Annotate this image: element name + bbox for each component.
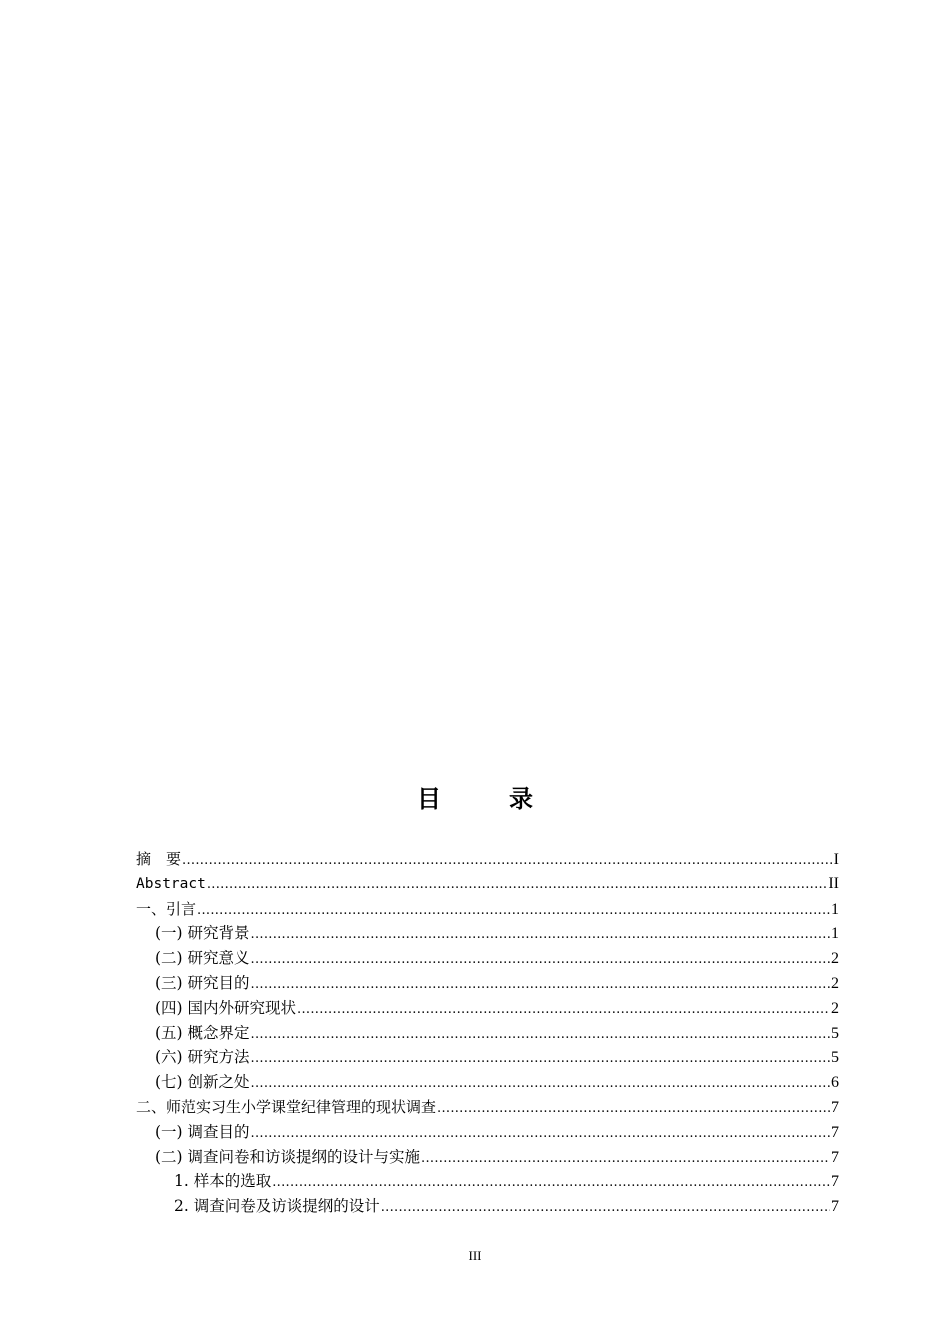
toc-leader-dots	[251, 973, 830, 998]
toc-entry[interactable]	[136, 1070, 839, 1095]
toc-entry[interactable]	[136, 971, 839, 996]
toc-entry-page: 2	[831, 950, 839, 968]
toc-leader-dots	[182, 849, 833, 874]
toc-entry-abstract-cn[interactable]	[136, 847, 839, 872]
toc-leader-dots	[297, 998, 830, 1023]
toc-entry[interactable]	[136, 946, 839, 971]
toc-entry-page: 7	[831, 1098, 839, 1116]
toc-entry-label: 一、引言	[136, 899, 197, 918]
toc-entry[interactable]	[136, 1120, 839, 1145]
toc-entry-page: 7	[831, 1173, 839, 1191]
toc-entry-label: (七) 创新之处	[155, 1073, 250, 1092]
toc-entry[interactable]	[136, 1021, 839, 1046]
toc-leader-dots	[251, 923, 830, 948]
toc-title: 目 录	[417, 785, 555, 813]
toc-entry-label: (四) 国内外研究现状	[155, 998, 297, 1017]
toc-entry-label: (二) 研究意义	[155, 949, 250, 968]
toc-entry-label: (五) 概念界定	[155, 1023, 250, 1042]
toc-entry-label: Abstract	[136, 875, 206, 892]
toc-entry-page: 6	[831, 1074, 839, 1092]
toc-leader-dots	[381, 1196, 830, 1221]
toc-entry-page: 2	[831, 999, 839, 1017]
toc-leader-dots	[421, 1147, 830, 1172]
toc-leader-dots	[251, 1072, 830, 1097]
toc-entry-page: 7	[831, 1123, 839, 1141]
toc-entry[interactable]	[136, 1169, 839, 1194]
toc-entry-page: 5	[831, 1024, 839, 1042]
toc-entry-introduction[interactable]	[136, 897, 839, 922]
toc-entry-page: 1	[831, 925, 839, 943]
toc-entry-page: 1	[831, 900, 839, 918]
toc-entry-label: (六) 研究方法	[155, 1048, 250, 1067]
toc-entry-label: (二) 调查问卷和访谈提纲的设计与实施	[155, 1147, 421, 1166]
toc-entry[interactable]	[136, 1194, 839, 1219]
table-of-contents	[136, 847, 839, 1219]
toc-entry[interactable]	[136, 996, 839, 1021]
toc-entry-page: 7	[831, 1198, 839, 1216]
toc-entry[interactable]	[136, 1045, 839, 1070]
toc-entry-label: 摘 要	[136, 850, 182, 868]
toc-entry-page: 2	[831, 974, 839, 992]
toc-entry-abstract-en[interactable]	[136, 872, 839, 897]
toc-entry-label: (一) 调查目的	[155, 1122, 250, 1141]
toc-leader-dots	[437, 1097, 830, 1122]
toc-leader-dots	[197, 899, 830, 924]
toc-entry-label: (一) 研究背景	[155, 924, 250, 943]
toc-leader-dots	[251, 1023, 830, 1048]
toc-entry-page: I	[833, 851, 839, 868]
toc-entry-label: 二、师范实习生小学课堂纪律管理的现状调查	[136, 1097, 437, 1116]
footer-page-number: III	[468, 1248, 482, 1263]
toc-entry-chapter-2[interactable]	[136, 1095, 839, 1120]
toc-entry-page: 7	[831, 1148, 839, 1166]
toc-entry-page: 5	[831, 1049, 839, 1067]
toc-entry[interactable]	[136, 1145, 839, 1170]
toc-leader-dots	[251, 948, 830, 973]
toc-entry-label: 2. 调查问卷及访谈提纲的设计	[174, 1197, 380, 1216]
toc-leader-dots	[251, 1122, 830, 1147]
toc-entry-label: 1. 样本的选取	[174, 1172, 272, 1191]
toc-entry-label: (三) 研究目的	[155, 973, 250, 992]
toc-entry-page: II	[828, 874, 839, 892]
toc-entry[interactable]	[136, 921, 839, 946]
toc-leader-dots	[272, 1171, 830, 1196]
toc-leader-dots	[251, 1047, 830, 1072]
toc-leader-dots	[207, 873, 828, 898]
